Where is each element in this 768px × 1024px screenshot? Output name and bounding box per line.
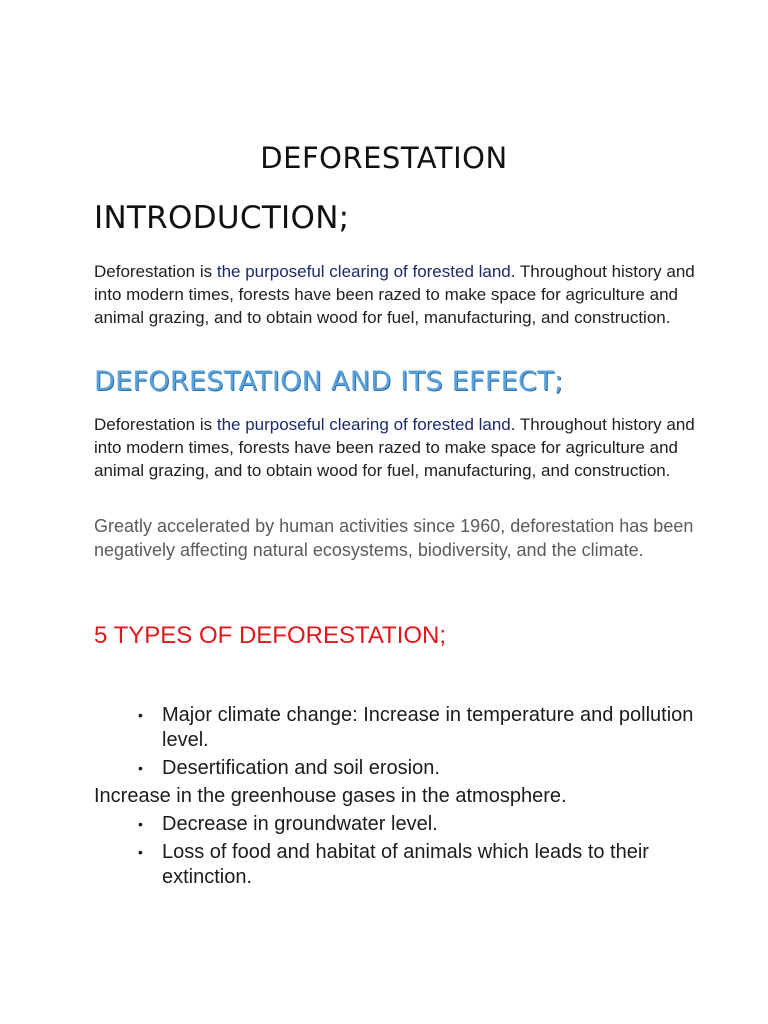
list-item-text: Major climate change: Increase in temperature and pollution level. xyxy=(162,704,694,751)
intro-highlight: the purposeful clearing of forested land xyxy=(216,262,511,281)
list-item-text: Decrease in groundwater level. xyxy=(162,813,438,835)
bullet-icon: • xyxy=(138,760,143,776)
effect-rest: . Throughout history and into modern times, forests have been razed to make space for agriculture and animal grazing, and to obtain wood for fuel, manufacturing, and construction. xyxy=(94,415,695,480)
list-item-text: Loss of food and habitat of animals which leads to their extinction. xyxy=(162,841,649,888)
list-item xyxy=(94,703,694,753)
intro-rest: . Throughout history and into modern times, forests have been razed to make space for agriculture and animal grazing, and to obtain wood for fuel, manufacturing, and construction. xyxy=(94,262,695,327)
list-item xyxy=(94,840,694,890)
bullet-icon: • xyxy=(138,816,143,832)
list-item xyxy=(94,756,694,781)
effect-heading: DEFORESTATION AND ITS EFFECT; xyxy=(94,366,564,397)
introduction-paragraph xyxy=(94,260,704,329)
introduction-heading: INTRODUCTION; xyxy=(94,200,350,236)
list-plain-line xyxy=(94,784,694,809)
document-title: DEFORESTATION xyxy=(260,141,508,175)
effect-highlight: the purposeful clearing of forested land xyxy=(216,415,511,434)
accelerated-paragraph: Greatly accelerated by human activities since 1960, deforestation has been negatively affecting natural ecosystems, biodiversity, and the climate. xyxy=(94,516,694,560)
intro-lead: Deforestation is xyxy=(94,262,217,281)
list-item-text: Increase in the greenhouse gases in the atmosphere. xyxy=(94,785,567,807)
bullet-icon: • xyxy=(138,844,143,860)
bullet-icon: • xyxy=(138,707,143,723)
effects-list xyxy=(94,703,694,893)
types-heading: 5 TYPES OF DEFORESTATION; xyxy=(94,622,447,649)
list-item-text: Desertification and soil erosion. xyxy=(162,757,440,779)
effect-lead: Deforestation is xyxy=(94,415,217,434)
list-item xyxy=(94,812,694,837)
effect-paragraph xyxy=(94,413,704,482)
